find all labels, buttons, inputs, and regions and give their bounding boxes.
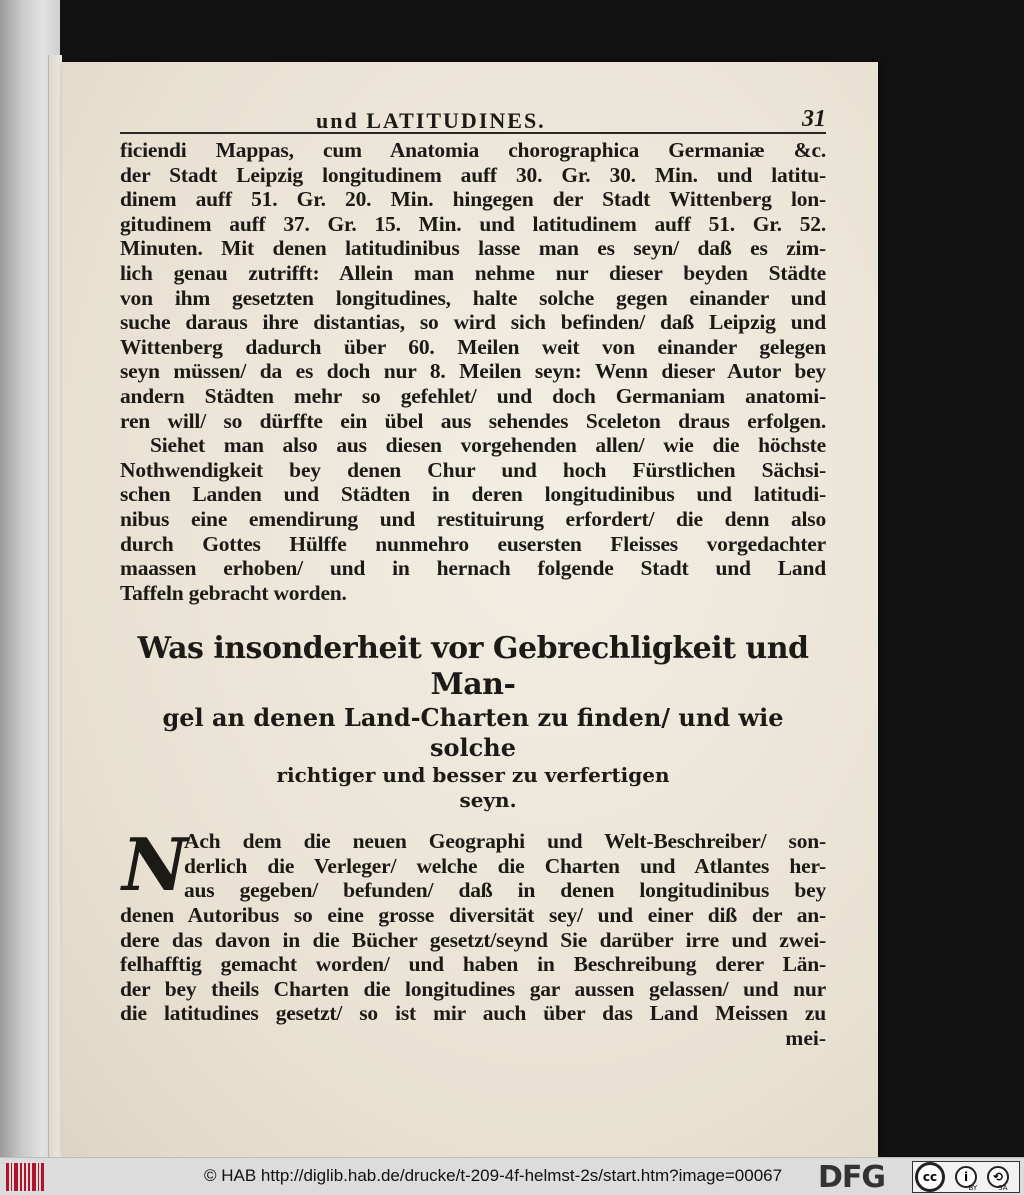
viewer-footer [0,1157,1024,1195]
text-line: dere das davon in die Bücher gesetzt/seynd Sie darüber irre und zwei- [120,927,826,952]
text-line: Siehet man also aus diesen vorgehenden allen/ wie die höchste [150,433,826,458]
text-line: Minuten. Mit denen latitudinibus lasse man es seyn/ daß es zim- [120,236,826,261]
page-content [120,106,826,1050]
text-line: felhafftig gemacht worden/ und haben in Beschreibung derer Län- [120,952,826,977]
cc-by-label: BY [968,1184,978,1192]
text-line: ren will/ so dürffte ein übel aus sehendes Sceleton draus erfolgen. [120,408,826,433]
cc-sa-label: SA [998,1184,1008,1192]
text-line: der bey theils Charten die longitudines gar aussen gelassen/ und nur [120,976,826,1001]
text-line: der Stadt Leipzig longitudinem auff 30. Gr. 30. Min. und latitu- [120,162,826,187]
text-line: durch Gottes Hülffe nunmehro eusersten Fleisses vorgedachter [120,531,826,556]
text-line: nibus eine emendirung und restituirung erfordert/ die denn also [120,506,826,531]
text-line: ficiendi Mappas, cum Anatomia chorographica Germaniæ &c. [120,138,826,162]
source-link[interactable]: © HAB http://diglib.hab.de/drucke/t-209-4f-helmst-2s/start.htm?image=00067 [204,1166,783,1185]
text-line: von ihm gesetzten longitudines, halte solche gegen einander und [120,285,826,310]
heading-line: gel an denen Land-Charten zu finden/ und wie solche [162,703,784,763]
text-line: seyn müssen/ da es doch nur 8. Meilen seyn: Wenn dieser Autor bey [120,359,826,384]
text-line: dinem auff 51. Gr. 20. Min. hingegen der Stadt Wittenberg lon- [120,187,826,212]
text-line: Wittenberg dadurch über 60. Meilen weit von einander gelegen [120,334,826,359]
text-line: lich genau zutrifft: Allein man nehme nur dieser beyden Städte [120,260,826,285]
text-line: maassen erhoben/ und in hernach folgende Stadt und Land [120,556,826,581]
section-heading [120,631,826,813]
heading-line: richtiger und besser zu verfertigen [276,763,670,788]
share-alike-icon: ⟲ [987,1166,1009,1188]
text-line: Taffeln gebracht worden. [120,580,347,605]
page-number: 31 [802,106,826,132]
heading-line: seyn. [459,788,517,813]
text-line: die latitudines gesetzt/ so ist mir auch über das Land Meissen zu [120,1001,826,1026]
paragraph-1 [120,138,826,433]
text-line: Ach dem die neuen Geographi und Welt-Beschreiber/ son- [184,829,826,854]
dropcap-initial: N [122,822,188,908]
cc-icon: cc [915,1162,945,1192]
text-line: schen Landen und Städten in deren longitudinibus und latitudi- [120,482,826,507]
text-line: aus gegeben/ befunden/ daß in denen longitudinibus bey [184,878,826,903]
dfg-logo: DFG [818,1160,886,1195]
text-line: suche daraus ihre distantias, so wird sich befinden/ daß Leipzig und [120,310,826,335]
catchword: mei- [785,1026,826,1051]
by-attribution-icon: i [955,1166,977,1188]
paragraph-2 [120,433,826,605]
text-line: andern Städten mehr so gefehlet/ und doch Germaniam anatomi- [120,383,826,408]
paragraph-3 [120,822,826,1051]
barcode-icon [6,1163,44,1191]
cc-license-labels [958,1184,1018,1192]
running-head [120,106,826,134]
page-edge [48,55,62,1157]
book-page [62,62,878,1157]
heading-line: Was insonderheit vor Gebrechligkeit und Man- [137,631,809,703]
dropcap-lines [120,822,826,1026]
text-line: denen Autoribus so eine grosse diversität sey/ und einer diß der an- [120,903,826,928]
running-head-title: und LATITUDINES. [316,108,546,133]
text-line: gitudinem auff 37. Gr. 15. Min. und latitudinem auff 51. Gr. 52. [120,211,826,236]
text-line: Nothwendigkeit bey denen Chur und hoch Fürstlichen Sächsi- [120,457,826,482]
text-line: derlich die Verleger/ welche die Charten und Atlantes her- [184,853,826,878]
